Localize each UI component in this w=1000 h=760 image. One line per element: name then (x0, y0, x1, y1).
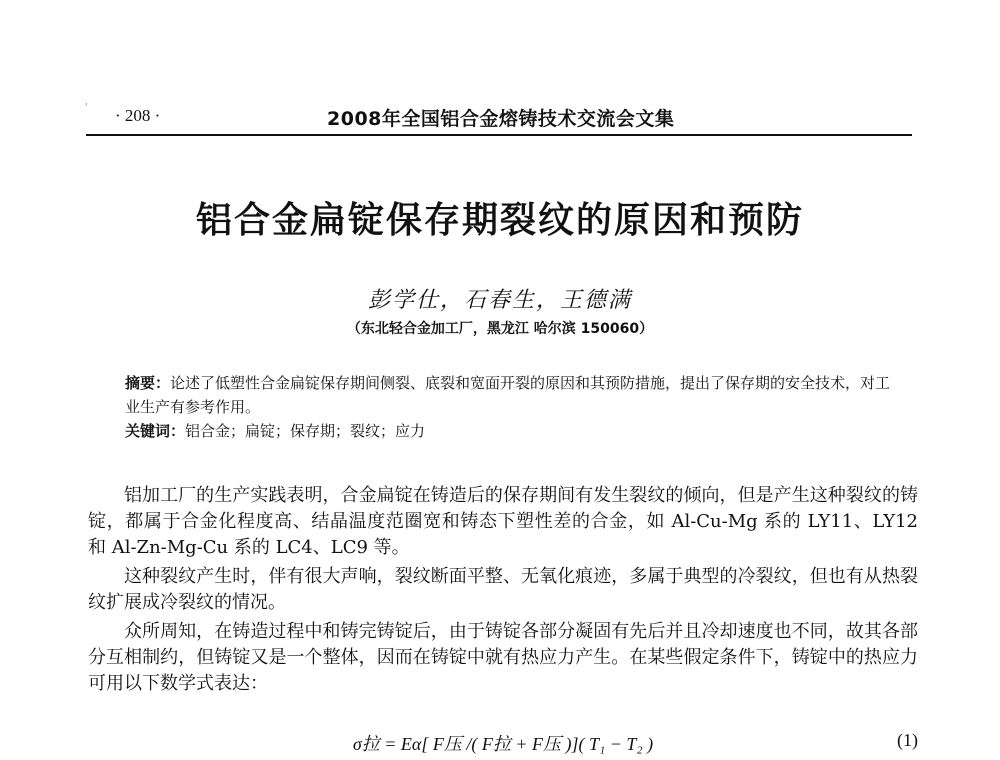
paper-title: 铝合金扁锭保存期裂纹的原因和预防 (195, 199, 804, 241)
body-paragraph-2: 这种裂纹产生时，伴有很大声响，裂纹断面平整、无氧化痕迹，多属于典型的冷裂纹，但也有从热裂纹扩展成冷裂纹的情况。 (88, 566, 918, 613)
header-rule (86, 134, 912, 136)
author-list: 彭学仕，石春生，王德满 (367, 288, 632, 313)
abstract-label: 摘要： (125, 374, 171, 392)
body-text (88, 483, 918, 700)
author-affiliation: （东北轻合金加工厂，黑龙江 哈尔滨 150060） (346, 321, 654, 337)
abstract-block (125, 371, 895, 443)
equation-expression: σ拉 = Eα[ F压 /( F拉 + F压 )]( T₁ − T₂ ) (352, 734, 654, 754)
abstract (125, 371, 895, 419)
body-paragraph-1: 铝加工厂的生产实践表明，合金扁锭在铸造后的保存期间有发生裂纹的倾向，但是产生这种裂纹的铸锭，都属于合金化程度高、结晶温度范圈宽和铸态下塑性差的合金，如 Al-Cu-Mg 系的 LY11、LY12 和 Al-Zn-Mg-Cu 系的 LC4、LC9 等。 (88, 485, 918, 558)
running-header-title: 2008年全国铝合金熔铸技术交流会文集 (327, 108, 675, 130)
keywords (125, 419, 895, 443)
keywords-text: 铝合金；扁锭；保存期；裂纹；应力 (185, 422, 426, 440)
body-paragraph-3: 众所周知，在铸造过程中和铸完铸锭后，由于铸锭各部分凝固有先后并且冷却速度也不同，故其各部分互相制约，但铸锭又是一个整体，因而在铸锭中就有热应力产生。在某些假定条件下，铸锭中的热应力可用以下数学式表达： (88, 621, 918, 694)
equation-1 (88, 730, 918, 758)
page-number: · 208 · (115, 106, 161, 125)
equation-number: (1) (897, 730, 918, 750)
abstract-text: 论述了低塑性合金扁锭保存期间侧裂、底裂和宽面开裂的原因和其预防措施，提出了保存期的安全技术，对工业生产有参考作用。 (125, 374, 891, 416)
margin-tick-mark: ' (85, 103, 88, 113)
keywords-label: 关键词： (125, 422, 186, 440)
